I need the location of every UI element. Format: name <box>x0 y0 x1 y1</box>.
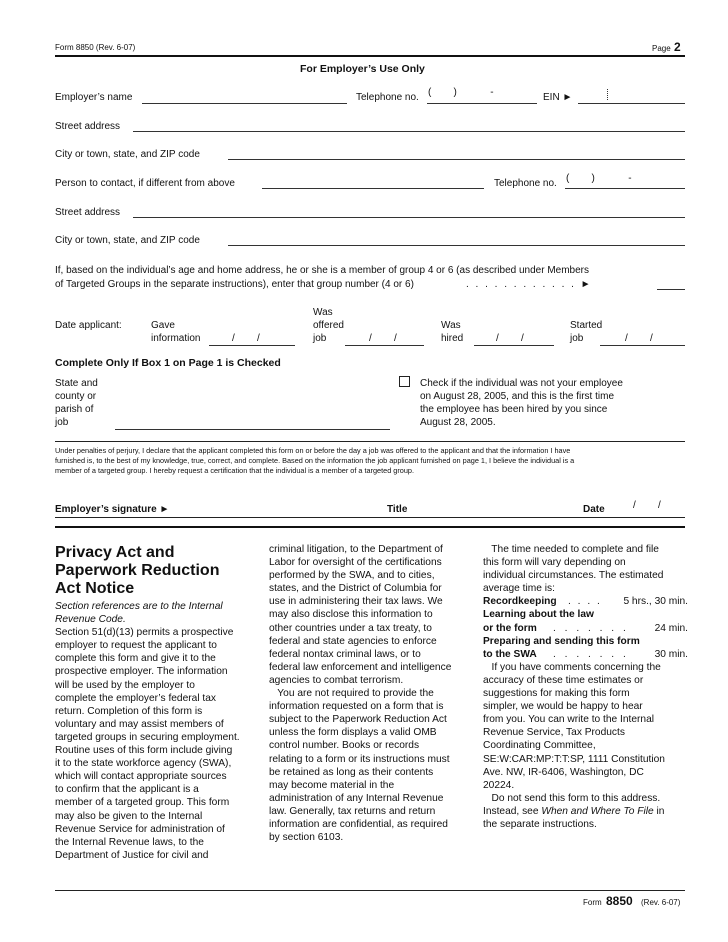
preparing-value: 30 min. <box>654 648 688 660</box>
date-label: Date <box>583 504 605 515</box>
when-where-to-file-reference: When and Where To File <box>541 805 654 817</box>
text-line: Revenue Code. <box>55 614 126 626</box>
text-line: If you have comments concerning the <box>483 661 661 673</box>
ein-label: EIN ► <box>543 92 573 103</box>
text-line: Coordinating Committee, <box>483 740 596 752</box>
privacy-column-3 <box>483 543 688 831</box>
footer-form-word: Form <box>583 898 602 907</box>
preparing-label-line2: to the SWA <box>483 648 537 660</box>
text-line: You are not required to provide the <box>269 688 434 700</box>
text-line: complete this form and give it to the <box>55 653 216 665</box>
text-line: prospective employer. The information <box>55 666 228 678</box>
contact-street-field[interactable] <box>133 217 685 218</box>
contact-person-field[interactable] <box>262 188 484 189</box>
started-label-line1: Started <box>570 320 603 331</box>
employer-name-field[interactable] <box>142 103 347 104</box>
text-line: individual circumstances. The estimated <box>483 570 664 582</box>
offered-label-line1: Was <box>313 307 333 318</box>
form-revision-label: Form 8850 (Rev. 6-07) <box>55 43 136 52</box>
contact-phone-template: ( ) - <box>566 173 632 184</box>
text-line: the Internal Revenue laws, to the <box>55 836 204 848</box>
group-question-line1: If, based on the individual’s age and home address, he or she is a member of group 4 or 6 (as described under Members <box>55 265 590 276</box>
date-applicant-label: Date applicant: <box>55 320 122 331</box>
employer-telephone-label: Telephone no. <box>356 92 419 103</box>
section-divider <box>55 526 685 528</box>
text-line: simpler, we would be happy to hear <box>483 701 643 713</box>
text-line: targeted groups in securing employment. <box>55 731 240 743</box>
text-line: complete the employer’s federal tax <box>55 692 217 704</box>
text-line: return. Completion of this form is <box>55 705 203 717</box>
hired-date-field[interactable] <box>474 345 554 346</box>
text-line: it to the state workforce agency (SWA), <box>55 758 232 770</box>
text-line: which will contact appropriate sources <box>55 771 227 783</box>
employer-street-label: Street address <box>55 121 121 132</box>
text-line: Revenue Service for administration of <box>55 823 225 835</box>
footer-form-number: 8850 <box>606 894 633 908</box>
text-line: use in administering their tax laws. We <box>269 596 443 608</box>
signature-label: Employer’s signature ► <box>55 504 170 515</box>
learning-leader: . . . . . . . <box>553 622 629 634</box>
text-line: unless the form displays a valid OMB <box>269 727 437 739</box>
offered-label-line2: offered <box>313 320 344 331</box>
recordkeeping-leader: . . . . <box>568 596 602 608</box>
text-line: voluntary and may assist members of <box>55 718 224 730</box>
text-line: will be used by the employer to <box>55 679 195 691</box>
employer-phone-template: ( ) - <box>428 87 494 98</box>
state-label-line2: county or <box>55 391 97 402</box>
text-line: Section 51(d)(13) permits a prospective <box>55 627 234 639</box>
state-label-line3: parish of <box>55 404 94 415</box>
gave-label-line1: Gave <box>151 320 175 331</box>
text-line: Ave. NW, IR-6406, Washington, DC <box>483 766 644 778</box>
offered-date-field[interactable] <box>345 345 424 346</box>
text-line: agencies to combat terrorism. <box>269 674 404 686</box>
footer-rule <box>55 890 685 891</box>
employer-name-label: Employer’s name <box>55 92 133 103</box>
donot-line2: Instead, see When and Where To File in <box>483 805 665 817</box>
text-line: accuracy of these time estimates or <box>483 674 644 686</box>
state-label-line4: job <box>55 417 69 428</box>
group-question-leader: . . . . . . . . . . . . ► <box>466 279 593 290</box>
gave-date-slashes: / / <box>232 333 260 344</box>
started-date-slashes: / / <box>625 333 653 344</box>
text-line: Routine uses of this form include giving <box>55 745 233 757</box>
text-line: criminal litigation, to the Department of <box>269 544 443 555</box>
privacy-column-1 <box>55 600 260 862</box>
page-number: 2 <box>674 40 681 54</box>
box1-heading: Complete Only If Box 1 on Page 1 is Checked <box>55 357 281 369</box>
learning-row <box>483 622 688 635</box>
preparing-row <box>483 648 688 661</box>
perjury-line1: Under penalties of perjury, I declare that the applicant completed this form on or before the day a job was offered to the applicant and that the information I have <box>55 446 571 455</box>
text-line: this form will vary depending on <box>483 557 626 569</box>
learning-label-line2: or the form <box>483 622 537 634</box>
ein-field[interactable] <box>578 103 685 104</box>
title-label: Title <box>387 504 408 515</box>
text-line: employer to request the applicant to <box>55 640 217 652</box>
contact-telephone-field[interactable] <box>565 188 685 189</box>
employer-street-field[interactable] <box>133 131 685 132</box>
hired-label-line2: hired <box>441 333 464 344</box>
text-line: may also be given to the Internal <box>55 810 203 822</box>
check-text-line1: Check if the individual was not your employee <box>420 378 623 389</box>
employer-city-label: City or town, state, and ZIP code <box>55 149 200 160</box>
text-line: Department of Justice for civil and <box>55 849 209 861</box>
gave-label-line2: information <box>151 333 201 344</box>
text-line: suggestions for making this form <box>483 688 630 700</box>
signature-rule[interactable] <box>55 517 685 518</box>
text-line: be retained as long as their contents <box>269 766 434 778</box>
text-line: SE:W:CAR:MP:T:T:SP, 1111 Constitution <box>483 753 665 765</box>
text-line: from you. You can write to the Internal <box>483 714 655 726</box>
text-line: performed by the SWA, and to cities, <box>269 570 435 582</box>
text-line: to confirm that the applicant is a <box>55 784 199 796</box>
perjury-top-rule <box>55 441 685 442</box>
perjury-line2: furnished is, to the best of my knowledge, true, correct, and complete. Based on the information the job applicant furnished on page 1, I believe the individual is a <box>55 456 575 465</box>
text-line: may also disclose this information to <box>269 609 433 621</box>
text-line: may become material in the <box>269 779 395 791</box>
privacy-title-line3: Act Notice <box>55 580 135 597</box>
text-line: information are confidential, as required <box>269 818 448 830</box>
learning-label-line1: Learning about the law <box>483 609 594 621</box>
text-line: member of a targeted group. This form <box>55 797 230 809</box>
recordkeeping-label: Recordkeeping <box>483 596 557 608</box>
text-line: federal and state agencies to enforce <box>269 635 437 647</box>
contact-city-label: City or town, state, and ZIP code <box>55 235 200 246</box>
employer-city-field[interactable] <box>228 159 685 160</box>
section-title: For Employer’s Use Only <box>300 63 425 75</box>
header-rule <box>55 55 685 57</box>
group-question-line2: of Targeted Groups in the separate instructions), enter that group number (4 or 6) <box>55 279 414 290</box>
offered-date-slashes: / / <box>369 333 397 344</box>
learning-value: 24 min. <box>654 622 688 634</box>
check-text-line3: the employee has been hired by you since <box>420 404 608 415</box>
offered-label-line3: job <box>313 333 327 344</box>
page-label: Page <box>652 44 671 53</box>
privacy-title-line2: Paperwork Reduction <box>55 562 220 579</box>
text-line: average time is: <box>483 583 555 595</box>
text-line: The time needed to complete and file <box>483 544 659 555</box>
donot-line3: the separate instructions. <box>483 818 597 830</box>
gave-date-field[interactable] <box>209 345 295 346</box>
state-county-field[interactable] <box>115 429 390 430</box>
group-number-field[interactable] <box>657 289 685 290</box>
text-line: federal law enforcement and intelligence <box>269 661 452 673</box>
recordkeeping-value: 5 hrs., 30 min. <box>623 596 688 608</box>
text-line: Labor for oversight of the certifications <box>269 557 442 569</box>
check-text-line2: on August 28, 2005, and this is the first time <box>420 391 615 402</box>
text-line: other countries under a tax treaty, to <box>269 622 432 634</box>
contact-person-label: Person to contact, if different from above <box>55 178 235 189</box>
started-label-line2: job <box>570 333 584 344</box>
privacy-column-2 <box>269 543 474 844</box>
text-line: information requested on a form that is <box>269 701 444 713</box>
privacy-title-line1: Privacy Act and <box>55 544 175 561</box>
donot-line1: Do not send this form to this address. <box>483 792 661 804</box>
started-date-field[interactable] <box>600 345 685 346</box>
text-line: by section 6103. <box>269 832 344 844</box>
text-line: states, and the District of Columbia for <box>269 583 442 595</box>
text-line: law. Generally, tax returns and return <box>269 805 436 817</box>
employer-telephone-field[interactable] <box>427 103 537 104</box>
text-line: 20224. <box>483 779 515 791</box>
contact-street-label: Street address <box>55 207 121 218</box>
preparing-leader: . . . . . . . <box>553 648 629 660</box>
check-text-line4: August 28, 2005. <box>420 417 496 428</box>
text-line: subject to the Paperwork Reduction Act <box>269 714 447 726</box>
hired-label-line1: Was <box>441 320 461 331</box>
text-line: relating to a form or its instructions must <box>269 753 450 765</box>
not-employee-checkbox[interactable] <box>399 376 410 387</box>
state-label-line1: State and <box>55 378 98 389</box>
ein-separator <box>607 89 608 100</box>
text-line: administration of any Internal Revenue <box>269 792 444 804</box>
preparing-label-line1: Preparing and sending this form <box>483 635 640 647</box>
text-line: Section references are to the Internal <box>55 601 223 612</box>
signature-date-slashes: / / <box>633 500 661 511</box>
hired-date-slashes: / / <box>496 333 524 344</box>
contact-city-field[interactable] <box>228 245 685 246</box>
contact-telephone-label: Telephone no. <box>494 178 557 189</box>
text-line: Revenue Service, Tax Products <box>483 727 625 739</box>
text-line: control number. Books or records <box>269 740 420 752</box>
perjury-line3: member of a targeted group. I hereby request a certification that the individual is a member of a targeted group. <box>55 466 414 475</box>
text-line: federal nontax criminal laws, or to <box>269 648 421 660</box>
footer-revision: (Rev. 6-07) <box>641 898 681 907</box>
recordkeeping-row <box>483 595 688 608</box>
